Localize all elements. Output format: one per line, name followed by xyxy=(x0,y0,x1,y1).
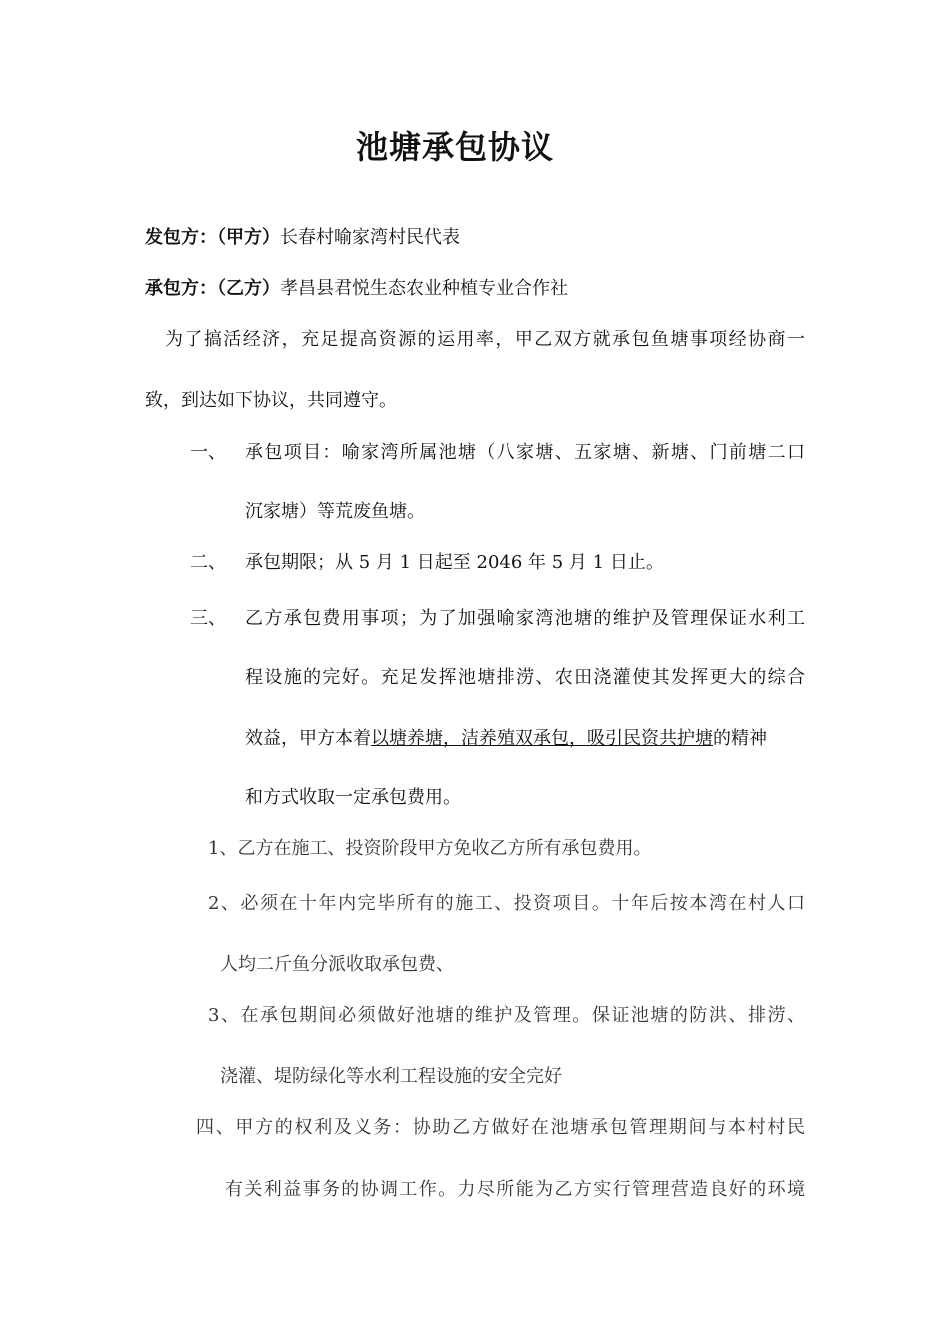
party-a-value: 长春村喻家湾村民代表 xyxy=(280,227,460,248)
party-b-row xyxy=(145,277,568,301)
party-b-value: 孝昌县君悦生态农业种植专业合作社 xyxy=(280,278,568,299)
clause-three-number: 三、 xyxy=(190,608,226,629)
intro-line-2: 致，到达如下协议，共同遵守。 xyxy=(145,390,397,411)
item-1: 1、乙方在施工、投资阶段甲方免收乙方所有承包费用。 xyxy=(208,838,652,859)
item-2-line-2: 人均二斤鱼分派收取承包费、 xyxy=(220,954,454,975)
clause-three-line-3-pre: 效益，甲方本着 xyxy=(245,728,371,749)
clause-three-line-1: 乙方承包费用事项；为了加强喻家湾池塘的维护及管理保证水利工 xyxy=(245,608,805,629)
clause-three-underlined-phrase: 以塘养塘，洁养殖双承包，吸引民资共护塘 xyxy=(371,728,713,749)
party-a-label: 发包方：（甲方） xyxy=(145,227,280,248)
item-3-line-2: 浇灌、堤防绿化等水利工程设施的安全完好 xyxy=(220,1066,562,1087)
party-a-row xyxy=(145,226,460,250)
item-3-line-1: 3、在承包期间必须做好池塘的维护及管理。保证池塘的防洪、排涝、 xyxy=(208,1005,805,1026)
party-b-label: 承包方：（乙方） xyxy=(145,278,280,299)
clause-two-number: 二、 xyxy=(190,552,226,573)
clause-two-line-1: 承包期限；从 5 月 1 日起至 2046 年 5 月 1 日止。 xyxy=(245,552,664,573)
clause-one-line-2: 沉家塘）等荒废鱼塘。 xyxy=(245,501,425,522)
intro-line-1: 为了搞活经济，充足提高资源的运用率，甲乙双方就承包鱼塘事项经协商一 xyxy=(165,329,805,350)
item-2-line-1: 2、必须在十年内完毕所有的施工、投资项目。十年后按本湾在村人口 xyxy=(208,893,805,914)
clause-three-line-2: 程设施的完好。充足发挥池塘排涝、农田浇灌使其发挥更大的综合 xyxy=(245,667,805,688)
clause-three-line-3 xyxy=(245,727,767,751)
clause-four-line-2: 有关利益事务的协调工作。力尽所能为乙方实行管理营造良好的环境 xyxy=(225,1179,805,1200)
clause-four-line-1: 四、甲方的权利及义务：协助乙方做好在池塘承包管理期间与本村村民 xyxy=(196,1117,805,1138)
clause-three-line-4: 和方式收取一定承包费用。 xyxy=(245,787,461,808)
clause-three-line-3-post: 的精神 xyxy=(713,728,767,749)
document-title: 池塘承包协议 xyxy=(355,128,554,166)
clause-one-number: 一、 xyxy=(190,442,226,463)
clause-one-line-1: 承包项目：喻家湾所属池塘（八家塘、五家塘、新塘、门前塘二口 xyxy=(245,442,805,463)
